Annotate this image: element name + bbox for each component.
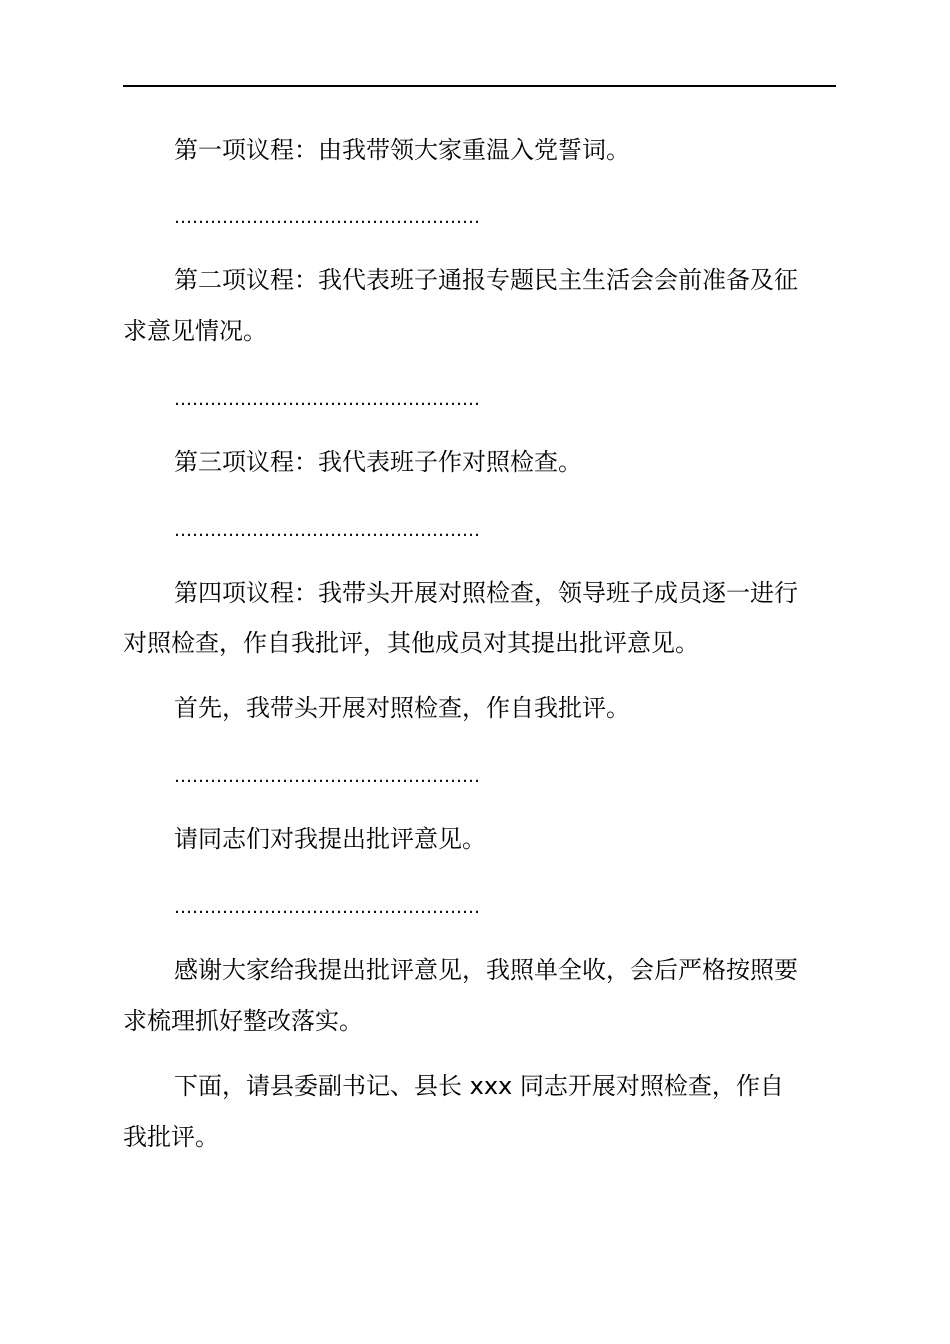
- agenda-item-2-line-2: 求意见情况。: [123, 317, 267, 345]
- next-speaker-line-2: 我批评。: [123, 1123, 219, 1151]
- agenda-item-3: 第三项议程：我代表班子作对照检查。: [174, 448, 582, 476]
- agenda-item-2-line-1: 第二项议程：我代表班子通报专题民主生活会会前准备及征: [174, 266, 798, 294]
- agenda-item-4-line-2: 对照检查，作自我批评，其他成员对其提出批评意见。: [123, 629, 699, 657]
- ellipsis-2: ……………………………………………: [174, 389, 480, 410]
- agenda-item-1: 第一项议程：由我带领大家重温入党誓词。: [174, 136, 630, 164]
- ellipsis-5: ……………………………………………: [174, 897, 480, 918]
- ellipsis-1: ……………………………………………: [174, 207, 480, 228]
- next-speaker-line-1: 下面，请县委副书记、县长 xxx 同志开展对照检查，作自: [174, 1072, 784, 1100]
- agenda-item-4-line-1: 第四项议程：我带头开展对照检查，领导班子成员逐一进行: [174, 579, 798, 607]
- thanks-line-1: 感谢大家给我提出批评意见，我照单全收，会后严格按照要: [174, 956, 798, 984]
- ellipsis-3: ……………………………………………: [174, 520, 480, 541]
- self-criticism-intro: 首先，我带头开展对照检查，作自我批评。: [174, 694, 630, 722]
- ellipsis-4: ……………………………………………: [174, 766, 480, 787]
- header-rule: [123, 85, 836, 87]
- request-comments: 请同志们对我提出批评意见。: [174, 825, 486, 853]
- thanks-line-2: 求梳理抓好整改落实。: [123, 1007, 363, 1035]
